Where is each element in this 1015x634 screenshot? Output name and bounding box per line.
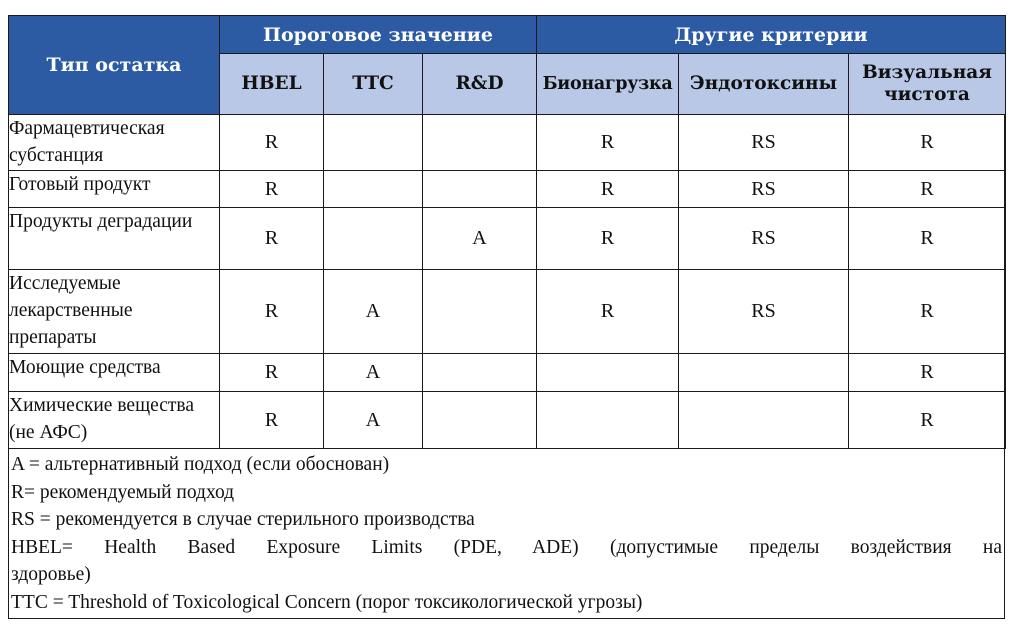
cell-visual-cleanliness: R	[849, 115, 1006, 171]
table-row	[9, 392, 1006, 449]
cell-visual-cleanliness: R	[849, 208, 1006, 270]
cell-endotoxins	[679, 392, 849, 449]
row-label: Исследуемые лекарственные препараты	[9, 270, 220, 354]
note-hbel: HBEL= Health Based Exposure Limits (PDE, ADE) (допустимые пределы воздействия на	[11, 536, 1002, 558]
cell-ttc	[324, 208, 423, 270]
cell-endotoxins: RS	[679, 208, 849, 270]
cell-rd: A	[423, 208, 537, 270]
criteria-table-document	[8, 15, 1005, 619]
cell-bioburden: R	[537, 270, 679, 354]
cell-bioburden: R	[537, 208, 679, 270]
row-label: Продукты деградации	[9, 208, 220, 270]
cell-bioburden	[537, 392, 679, 449]
cell-ttc: A	[324, 392, 423, 449]
row-label: Моющие средства	[9, 354, 220, 392]
cell-rd	[423, 392, 537, 449]
row-label: Химические вещества (не АФС)	[9, 392, 220, 449]
table-row	[9, 171, 1006, 208]
cell-hbel: R	[220, 392, 324, 449]
note-sterile: RS = рекомендуется в случае стерильного производства	[11, 509, 475, 530]
header-row-type: Тип остатка	[9, 16, 220, 115]
cell-ttc: A	[324, 354, 423, 392]
column-header-bioburden: Бионагрузка	[537, 54, 679, 115]
column-header-rd: R&D	[423, 54, 537, 115]
cell-rd	[423, 115, 537, 171]
cell-visual-cleanliness: R	[849, 171, 1006, 208]
cell-bioburden: R	[537, 171, 679, 208]
cell-visual-cleanliness: R	[849, 354, 1006, 392]
cell-bioburden	[537, 354, 679, 392]
table-row	[9, 208, 1006, 270]
table-row	[9, 354, 1006, 392]
criteria-table	[8, 15, 1006, 449]
header-group-threshold: Пороговое значение	[220, 16, 537, 54]
column-header-endotoxins: Эндотоксины	[679, 54, 849, 115]
cell-ttc	[324, 171, 423, 208]
cell-endotoxins: RS	[679, 270, 849, 354]
column-header-ttc: TTC	[324, 54, 423, 115]
cell-rd	[423, 270, 537, 354]
note-alternative: A = альтернативный подход (если обоснован)	[11, 454, 390, 475]
cell-hbel: R	[220, 208, 324, 270]
table-row	[9, 115, 1006, 171]
cell-hbel: R	[220, 115, 324, 171]
cell-rd	[423, 171, 537, 208]
cell-hbel: R	[220, 354, 324, 392]
cell-endotoxins	[679, 354, 849, 392]
row-label: Фармацевтическая субстанция	[9, 115, 220, 171]
note-recommended: R= рекомендуемый подход	[11, 481, 235, 503]
cell-rd	[423, 354, 537, 392]
column-header-hbel: HBEL	[220, 54, 324, 115]
column-header-visual-cleanliness: Визуальная чистота	[849, 54, 1006, 115]
cell-hbel: R	[220, 270, 324, 354]
header-group-other-criteria: Другие критерии	[537, 16, 1006, 54]
cell-visual-cleanliness: R	[849, 270, 1006, 354]
row-label: Готовый продукт	[9, 171, 220, 208]
note-hbel-continued: здоровье)	[11, 564, 91, 585]
table-row	[9, 270, 1006, 354]
cell-bioburden: R	[537, 115, 679, 171]
cell-visual-cleanliness: R	[849, 392, 1006, 449]
cell-ttc: A	[324, 270, 423, 354]
cell-endotoxins: RS	[679, 171, 849, 208]
cell-hbel: R	[220, 171, 324, 208]
note-ttc: TTC = Threshold of Toxicological Concern (порог токсикологической угрозы)	[11, 591, 643, 613]
legend-notes	[9, 449, 1004, 616]
cell-ttc	[324, 115, 423, 171]
cell-endotoxins: RS	[679, 115, 849, 171]
